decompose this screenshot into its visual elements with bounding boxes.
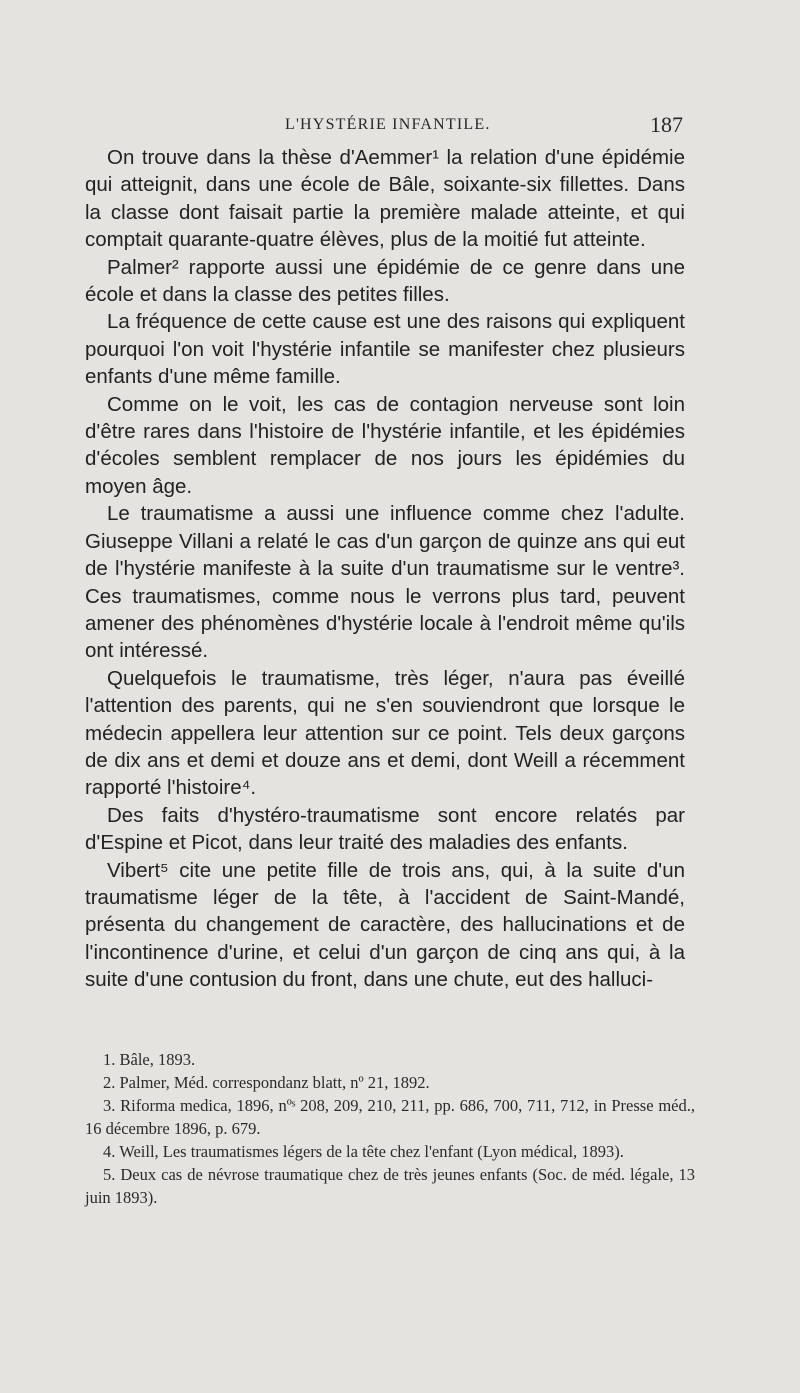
footnotes <box>85 1048 695 1209</box>
footnote: 3. Riforma medica, 1896, nºˢ 208, 209, 210, 211, pp. 686, 700, 711, 712, in Presse méd., 16 décembre 1896, p. 679. <box>85 1096 695 1138</box>
paragraph: Comme on le voit, les cas de contagion nerveuse sont loin d'être rares dans l'histoire de l'hystérie infantile, et les épidémies d'écoles semblent remplacer de nos jours les épidémies du moyen âge. <box>85 392 685 498</box>
paragraph: Vibert⁵ cite une petite fille de trois ans, qui, à la suite d'un traumatisme léger de la tête, à l'accident de Saint-Mandé, présenta du changement de caractère, des hallucinations et de l'incontinence d'urine, et celui d'un garçon de cinq ans qui, à la suite d'une contusion du front, dans une chute, eut des halluci- <box>85 858 685 992</box>
paragraph: Quelquefois le traumatisme, très léger, n'aura pas éveillé l'attention des parents, qui ne s'en souviendront que lorsque le médecin appellera leur attention sur ce point. Tels deux garçons de dix ans et demi et douze ans et demi, dont Weill a récemment rapporté l'histoire⁴. <box>85 666 685 800</box>
footnote: 4. Weill, Les traumatismes légers de la tête chez l'enfant (Lyon médical, 1893). <box>103 1142 624 1161</box>
paragraph: Palmer² rapporte aussi une épidémie de ce genre dans une école et dans la classe des petites filles. <box>85 255 685 307</box>
footnote: 1. Bâle, 1893. <box>103 1050 196 1069</box>
paragraph: On trouve dans la thèse d'Aemmer¹ la relation d'une épidémie qui atteignit, dans une école de Bâle, soixante-six fillettes. Dans la classe dont faisait partie la première malade atteinte, et qui comptait quarante-quatre élèves, plus de la moitié fut atteinte. <box>85 146 685 252</box>
paragraph: Le traumatisme a aussi une influence comme chez l'adulte. Giuseppe Villani a relaté le cas d'un garçon de quinze ans qui eut de l'hystérie manifeste à la suite d'un traumatisme sur le ventre³. Ces traumatismes, comme nous le verrons plus tard, peuvent amener des phénomènes d'hystérie locale à l'endroit même qu'ils ont intéressé. <box>85 502 685 663</box>
paragraph: Des faits d'hystéro-traumatisme sont encore relatés par d'Espine et Picot, dans leur traité des maladies des enfants. <box>85 803 685 855</box>
main-text <box>85 144 685 994</box>
page-header <box>85 112 683 142</box>
footnote: 2. Palmer, Méd. correspondanz blatt, nº 21, 1892. <box>103 1073 430 1092</box>
paragraph: La fréquence de cette cause est une des raisons qui expliquent pourquoi l'on voit l'hystérie infantile se manifester chez plusieurs enfants d'une même famille. <box>85 310 685 389</box>
page-number: 187 <box>650 112 683 137</box>
footnote: 5. Deux cas de névrose traumatique chez de très jeunes enfants (Soc. de méd. légale, 13 juin 1893). <box>85 1165 695 1207</box>
running-title: L'HYSTÉRIE INFANTILE. <box>285 116 491 133</box>
